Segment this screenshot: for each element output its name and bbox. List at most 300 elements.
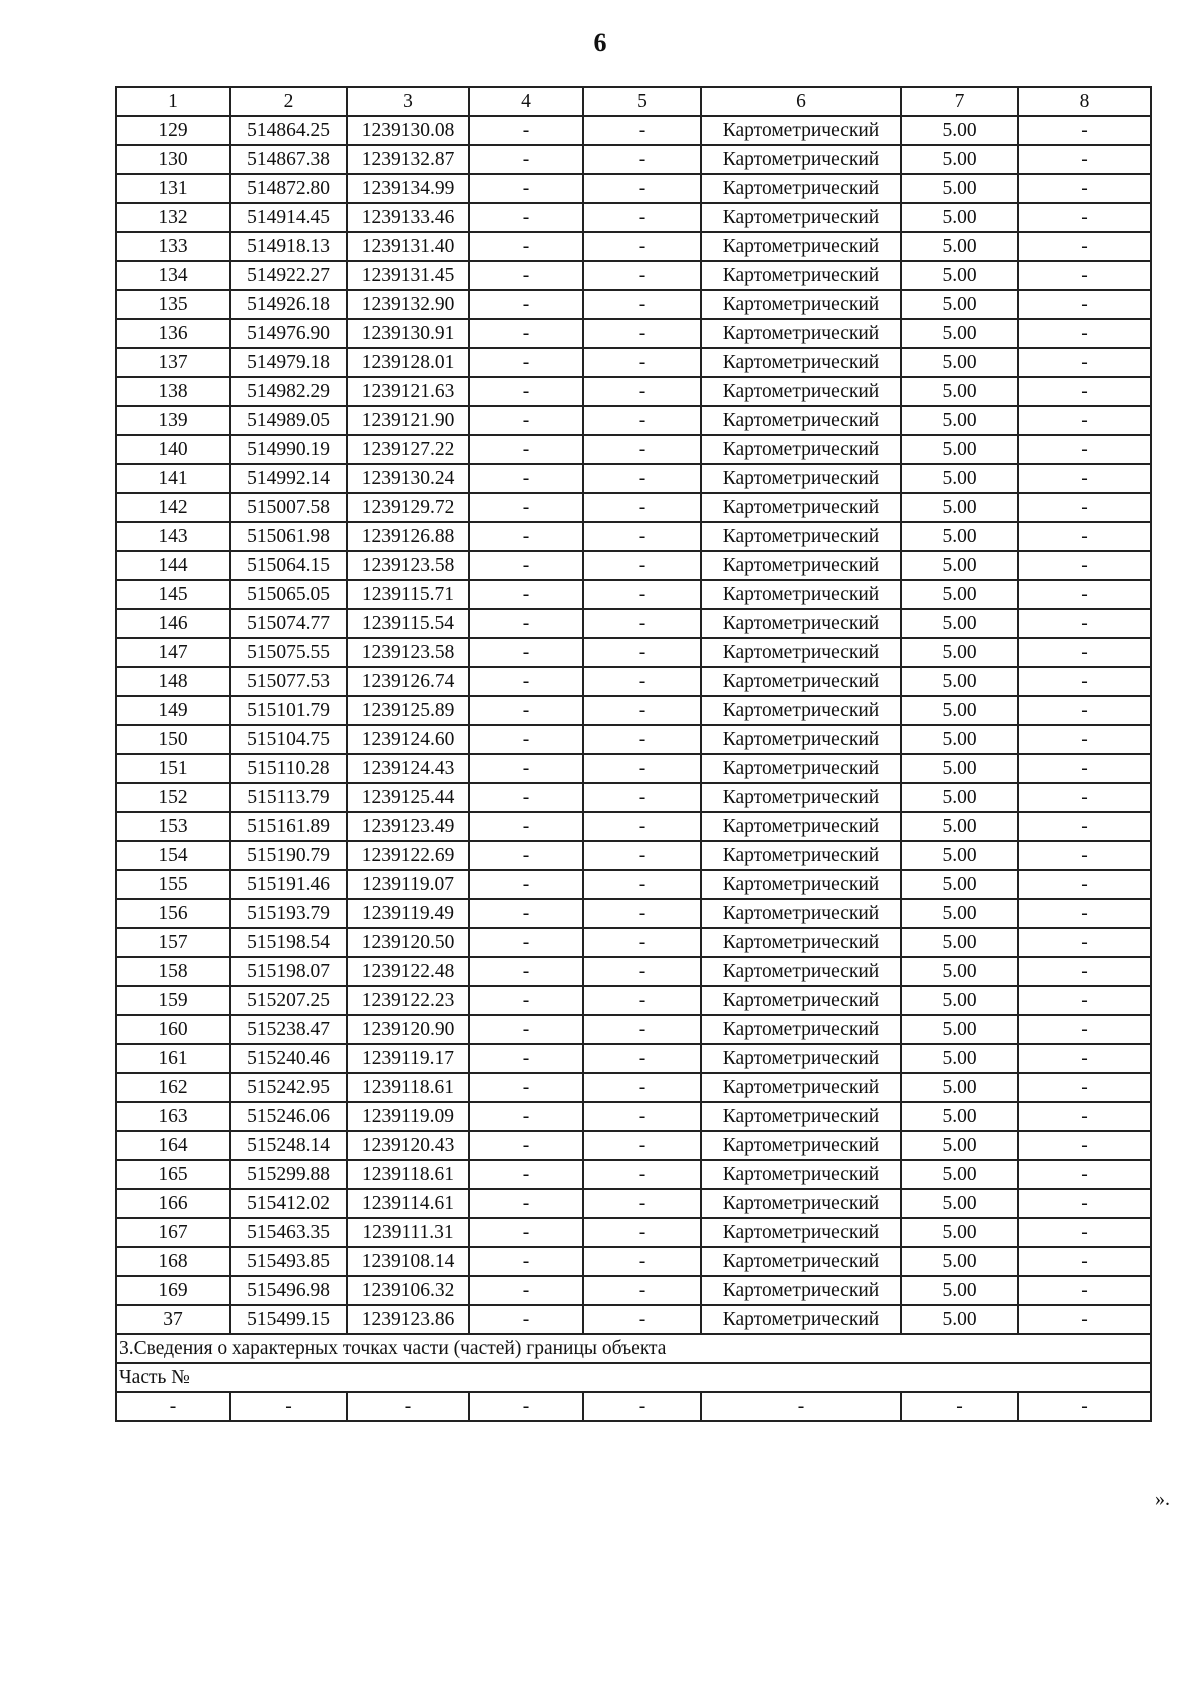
table-cell: - bbox=[469, 725, 583, 754]
table-cell: 5.00 bbox=[901, 957, 1018, 986]
table-cell: 151 bbox=[116, 754, 230, 783]
table-cell: 515104.75 bbox=[230, 725, 347, 754]
table-cell: Картометрический bbox=[701, 696, 901, 725]
table-row bbox=[116, 1015, 1151, 1044]
table-cell: 158 bbox=[116, 957, 230, 986]
table-cell: 515299.88 bbox=[230, 1160, 347, 1189]
table-cell: - bbox=[1018, 1044, 1151, 1073]
table-cell: - bbox=[583, 174, 701, 203]
table-cell: - bbox=[1018, 1131, 1151, 1160]
table-cell: Картометрический bbox=[701, 957, 901, 986]
table-row bbox=[116, 406, 1151, 435]
table-cell: 5.00 bbox=[901, 1131, 1018, 1160]
table-cell: 159 bbox=[116, 986, 230, 1015]
table-cell: 160 bbox=[116, 1015, 230, 1044]
table-cell: - bbox=[1018, 522, 1151, 551]
table-cell: 1239118.61 bbox=[347, 1073, 469, 1102]
table-cell: - bbox=[583, 1073, 701, 1102]
table-cell: 515061.98 bbox=[230, 522, 347, 551]
table-row bbox=[116, 464, 1151, 493]
table-cell: 5.00 bbox=[901, 580, 1018, 609]
table-cell: - bbox=[469, 580, 583, 609]
table-cell: - bbox=[583, 1218, 701, 1247]
table-cell: - bbox=[469, 957, 583, 986]
table-cell: Картометрический bbox=[701, 116, 901, 145]
table-cell: 1239119.07 bbox=[347, 870, 469, 899]
table-cell: Картометрический bbox=[701, 464, 901, 493]
table-cell: 1239131.45 bbox=[347, 261, 469, 290]
table-row bbox=[116, 1247, 1151, 1276]
table-cell: - bbox=[583, 812, 701, 841]
table-cell: Картометрический bbox=[701, 290, 901, 319]
page-number: 6 bbox=[593, 28, 607, 57]
table-cell: - bbox=[469, 754, 583, 783]
table-cell: - bbox=[1018, 435, 1151, 464]
table-cell: 161 bbox=[116, 1044, 230, 1073]
table-cell: - bbox=[1018, 377, 1151, 406]
table-cell: 1239129.72 bbox=[347, 493, 469, 522]
table-cell: - bbox=[1018, 1247, 1151, 1276]
table-cell: 1239132.90 bbox=[347, 290, 469, 319]
table-cell: - bbox=[469, 928, 583, 957]
table-cell: 5.00 bbox=[901, 232, 1018, 261]
table-cell: 142 bbox=[116, 493, 230, 522]
table-cell: - bbox=[469, 1102, 583, 1131]
table-row bbox=[116, 986, 1151, 1015]
table-cell: 514926.18 bbox=[230, 290, 347, 319]
table-row bbox=[116, 377, 1151, 406]
table-cell: 515238.47 bbox=[230, 1015, 347, 1044]
table-row bbox=[116, 1218, 1151, 1247]
table-cell: Картометрический bbox=[701, 1015, 901, 1044]
table-cell: - bbox=[469, 1189, 583, 1218]
table-row bbox=[116, 232, 1151, 261]
table-cell: - bbox=[1018, 957, 1151, 986]
table-cell: - bbox=[583, 638, 701, 667]
table-row bbox=[116, 1073, 1151, 1102]
table-cell: 5.00 bbox=[901, 667, 1018, 696]
table-cell: 1239134.99 bbox=[347, 174, 469, 203]
table-cell: 1239119.49 bbox=[347, 899, 469, 928]
table-cell: - bbox=[116, 1392, 230, 1421]
table-cell: 1239122.23 bbox=[347, 986, 469, 1015]
table-cell: - bbox=[1018, 1015, 1151, 1044]
table-cell: - bbox=[1018, 1102, 1151, 1131]
table-cell: 514990.19 bbox=[230, 435, 347, 464]
table-cell: 5.00 bbox=[901, 638, 1018, 667]
table-cell: - bbox=[469, 116, 583, 145]
table-row bbox=[116, 812, 1151, 841]
table-cell: 1239120.90 bbox=[347, 1015, 469, 1044]
table-cell: 515113.79 bbox=[230, 783, 347, 812]
table-cell: - bbox=[1018, 638, 1151, 667]
table-cell: Картометрический bbox=[701, 783, 901, 812]
part-points-row bbox=[116, 1392, 1151, 1421]
table-cell: - bbox=[583, 261, 701, 290]
part-number-row bbox=[116, 1363, 1151, 1392]
table-cell: Картометрический bbox=[701, 638, 901, 667]
coordinates-table bbox=[115, 86, 1152, 1422]
table-cell: 5.00 bbox=[901, 1189, 1018, 1218]
table-cell: 8 bbox=[1018, 87, 1151, 116]
table-cell: - bbox=[583, 319, 701, 348]
table-cell: 1239123.58 bbox=[347, 551, 469, 580]
table-cell: 515193.79 bbox=[230, 899, 347, 928]
table-cell: Картометрический bbox=[701, 1131, 901, 1160]
table-cell: 162 bbox=[116, 1073, 230, 1102]
table-cell: 5.00 bbox=[901, 435, 1018, 464]
table-cell: - bbox=[583, 1276, 701, 1305]
table-cell: - bbox=[583, 493, 701, 522]
table-cell: Картометрический bbox=[701, 580, 901, 609]
table-row bbox=[116, 116, 1151, 145]
table-cell: 1239130.08 bbox=[347, 116, 469, 145]
section-3-title-cell: 3.Сведения о характерных точках части (частей) границы объекта bbox=[116, 1334, 1151, 1363]
table-cell: 1239123.49 bbox=[347, 812, 469, 841]
table-row bbox=[116, 174, 1151, 203]
table-cell: 7 bbox=[901, 87, 1018, 116]
table-cell: 5.00 bbox=[901, 203, 1018, 232]
table-cell: - bbox=[583, 1102, 701, 1131]
table-cell: 165 bbox=[116, 1160, 230, 1189]
table-cell: 5.00 bbox=[901, 1276, 1018, 1305]
table-cell: 150 bbox=[116, 725, 230, 754]
table-row bbox=[116, 957, 1151, 986]
table-row bbox=[116, 841, 1151, 870]
table-cell: - bbox=[583, 116, 701, 145]
table-cell: 1239132.87 bbox=[347, 145, 469, 174]
table-cell: Картометрический bbox=[701, 899, 901, 928]
table-cell: - bbox=[583, 580, 701, 609]
table-cell: 153 bbox=[116, 812, 230, 841]
table-cell: - bbox=[469, 696, 583, 725]
table-cell: 134 bbox=[116, 261, 230, 290]
table-cell: 514864.25 bbox=[230, 116, 347, 145]
table-cell: 138 bbox=[116, 377, 230, 406]
table-cell: 157 bbox=[116, 928, 230, 957]
table-cell: Картометрический bbox=[701, 667, 901, 696]
table-cell: - bbox=[1018, 812, 1151, 841]
table-cell: - bbox=[583, 551, 701, 580]
table-cell: - bbox=[1018, 928, 1151, 957]
table-row bbox=[116, 435, 1151, 464]
table-cell: 164 bbox=[116, 1131, 230, 1160]
table-cell: 515190.79 bbox=[230, 841, 347, 870]
table-cell: Картометрический bbox=[701, 377, 901, 406]
table-row bbox=[116, 725, 1151, 754]
table-cell: 1239122.69 bbox=[347, 841, 469, 870]
table-cell: - bbox=[469, 551, 583, 580]
table-cell: - bbox=[583, 435, 701, 464]
table-cell: - bbox=[1018, 870, 1151, 899]
table-cell: - bbox=[1018, 319, 1151, 348]
table-cell: 5.00 bbox=[901, 609, 1018, 638]
table-cell: 515077.53 bbox=[230, 667, 347, 696]
table-cell: Картометрический bbox=[701, 1073, 901, 1102]
table-row bbox=[116, 899, 1151, 928]
table-cell: - bbox=[469, 406, 583, 435]
table-cell: 1239124.60 bbox=[347, 725, 469, 754]
part-number-cell: Часть № bbox=[116, 1363, 1151, 1392]
table-cell: - bbox=[469, 522, 583, 551]
table-cell: 515493.85 bbox=[230, 1247, 347, 1276]
table-cell: - bbox=[583, 1015, 701, 1044]
table-cell: 5.00 bbox=[901, 551, 1018, 580]
table-cell: 515074.77 bbox=[230, 609, 347, 638]
table-cell: - bbox=[469, 377, 583, 406]
table-cell: 1239131.40 bbox=[347, 232, 469, 261]
table-cell: 515065.05 bbox=[230, 580, 347, 609]
table-cell: 1239123.58 bbox=[347, 638, 469, 667]
table-row bbox=[116, 609, 1151, 638]
table-cell: 514976.90 bbox=[230, 319, 347, 348]
table-cell: 515496.98 bbox=[230, 1276, 347, 1305]
table-cell: - bbox=[583, 783, 701, 812]
table-cell: - bbox=[583, 1044, 701, 1073]
table-cell: 5.00 bbox=[901, 928, 1018, 957]
table-cell: 5.00 bbox=[901, 1102, 1018, 1131]
table-row bbox=[116, 290, 1151, 319]
table-cell: 1239124.43 bbox=[347, 754, 469, 783]
table-cell: - bbox=[1018, 174, 1151, 203]
table-cell: 5.00 bbox=[901, 1247, 1018, 1276]
table-cell: 1239121.90 bbox=[347, 406, 469, 435]
table-cell: - bbox=[469, 1218, 583, 1247]
table-cell: Картометрический bbox=[701, 145, 901, 174]
table-cell: - bbox=[1018, 725, 1151, 754]
table-cell: - bbox=[583, 203, 701, 232]
table-row bbox=[116, 493, 1151, 522]
table-row bbox=[116, 667, 1151, 696]
table-cell: - bbox=[469, 1044, 583, 1073]
table-cell: 515412.02 bbox=[230, 1189, 347, 1218]
table-cell: Картометрический bbox=[701, 1276, 901, 1305]
table-cell: - bbox=[1018, 667, 1151, 696]
table-cell: 1 bbox=[116, 87, 230, 116]
table-cell: 515007.58 bbox=[230, 493, 347, 522]
table-cell: - bbox=[469, 1247, 583, 1276]
table-cell: Картометрический bbox=[701, 1247, 901, 1276]
table-cell: 6 bbox=[701, 87, 901, 116]
table-cell: - bbox=[469, 319, 583, 348]
table-cell: 5.00 bbox=[901, 116, 1018, 145]
table-cell: 5.00 bbox=[901, 986, 1018, 1015]
table-cell: 5.00 bbox=[901, 870, 1018, 899]
table-cell: - bbox=[469, 783, 583, 812]
table-cell: - bbox=[1018, 1073, 1151, 1102]
table-row bbox=[116, 1102, 1151, 1131]
table-row bbox=[116, 551, 1151, 580]
table-cell: 136 bbox=[116, 319, 230, 348]
table-cell: - bbox=[583, 841, 701, 870]
table-cell: 1239108.14 bbox=[347, 1247, 469, 1276]
table-cell: - bbox=[1018, 1276, 1151, 1305]
table-cell: 154 bbox=[116, 841, 230, 870]
table-cell: 5.00 bbox=[901, 841, 1018, 870]
table-cell: 131 bbox=[116, 174, 230, 203]
table-cell: Картометрический bbox=[701, 261, 901, 290]
table-cell: 515101.79 bbox=[230, 696, 347, 725]
table-cell: 5.00 bbox=[901, 783, 1018, 812]
table-cell: 1239118.61 bbox=[347, 1160, 469, 1189]
table-cell: Картометрический bbox=[701, 725, 901, 754]
table-cell: 5.00 bbox=[901, 261, 1018, 290]
table-row bbox=[116, 522, 1151, 551]
table-cell: - bbox=[1018, 1189, 1151, 1218]
table-cell: - bbox=[469, 1305, 583, 1334]
table-cell: - bbox=[469, 145, 583, 174]
table-cell: - bbox=[583, 1189, 701, 1218]
table-row bbox=[116, 754, 1151, 783]
table-cell: 1239126.74 bbox=[347, 667, 469, 696]
table-cell: - bbox=[1018, 406, 1151, 435]
table-cell: - bbox=[469, 1073, 583, 1102]
table-cell: - bbox=[1018, 1392, 1151, 1421]
table-cell: - bbox=[1018, 261, 1151, 290]
table-row bbox=[116, 696, 1151, 725]
table-cell: - bbox=[583, 1305, 701, 1334]
table-cell: 141 bbox=[116, 464, 230, 493]
table-cell: 515207.25 bbox=[230, 986, 347, 1015]
table-cell: 1239127.22 bbox=[347, 435, 469, 464]
table-cell: 5.00 bbox=[901, 899, 1018, 928]
table-cell: - bbox=[230, 1392, 347, 1421]
table-cell: 515240.46 bbox=[230, 1044, 347, 1073]
table-cell: - bbox=[1018, 493, 1151, 522]
table-cell: 515499.15 bbox=[230, 1305, 347, 1334]
table-row bbox=[116, 319, 1151, 348]
table-cell: - bbox=[583, 725, 701, 754]
table-cell: - bbox=[469, 464, 583, 493]
table-cell: 5.00 bbox=[901, 348, 1018, 377]
table-cell: - bbox=[1018, 1305, 1151, 1334]
table-cell: - bbox=[583, 986, 701, 1015]
table-cell: - bbox=[1018, 464, 1151, 493]
table-cell: 144 bbox=[116, 551, 230, 580]
table-cell: 137 bbox=[116, 348, 230, 377]
table-cell: - bbox=[469, 493, 583, 522]
table-cell: - bbox=[1018, 609, 1151, 638]
table-cell: 514992.14 bbox=[230, 464, 347, 493]
table-cell: 1239115.71 bbox=[347, 580, 469, 609]
table-cell: 5.00 bbox=[901, 696, 1018, 725]
table-cell: 135 bbox=[116, 290, 230, 319]
table-cell: 2 bbox=[230, 87, 347, 116]
table-cell: 1239119.17 bbox=[347, 1044, 469, 1073]
table-cell: 515198.54 bbox=[230, 928, 347, 957]
table-cell: - bbox=[583, 145, 701, 174]
table-cell: 5.00 bbox=[901, 725, 1018, 754]
table-cell: 1239106.32 bbox=[347, 1276, 469, 1305]
table-cell: - bbox=[583, 754, 701, 783]
table-cell: - bbox=[583, 232, 701, 261]
table-cell: - bbox=[469, 1160, 583, 1189]
table-cell: - bbox=[1018, 551, 1151, 580]
table-cell: 515191.46 bbox=[230, 870, 347, 899]
table-cell: Картометрический bbox=[701, 348, 901, 377]
table-cell: - bbox=[469, 609, 583, 638]
table-cell: - bbox=[347, 1392, 469, 1421]
table-cell: Картометрический bbox=[701, 986, 901, 1015]
table-cell: - bbox=[469, 899, 583, 928]
table-cell: 163 bbox=[116, 1102, 230, 1131]
closing-quote-mark: ». bbox=[1155, 1488, 1170, 1510]
table-cell: 515064.15 bbox=[230, 551, 347, 580]
table-cell: - bbox=[469, 1015, 583, 1044]
table-cell: - bbox=[469, 203, 583, 232]
table-cell: 168 bbox=[116, 1247, 230, 1276]
table-cell: 140 bbox=[116, 435, 230, 464]
table-cell: - bbox=[1018, 986, 1151, 1015]
table-cell: - bbox=[469, 348, 583, 377]
table-row bbox=[116, 580, 1151, 609]
table-cell: 514914.45 bbox=[230, 203, 347, 232]
table-row bbox=[116, 1276, 1151, 1305]
table-cell: - bbox=[583, 957, 701, 986]
table-cell: - bbox=[701, 1392, 901, 1421]
table-cell: 1239120.43 bbox=[347, 1131, 469, 1160]
table-cell: 130 bbox=[116, 145, 230, 174]
table-cell: - bbox=[469, 174, 583, 203]
table-cell: Картометрический bbox=[701, 522, 901, 551]
table-cell: Картометрический bbox=[701, 928, 901, 957]
table-cell: - bbox=[469, 232, 583, 261]
table-cell: 4 bbox=[469, 87, 583, 116]
table-cell: 5.00 bbox=[901, 812, 1018, 841]
table-cell: - bbox=[1018, 116, 1151, 145]
table-cell: - bbox=[1018, 899, 1151, 928]
table-cell: 133 bbox=[116, 232, 230, 261]
table-cell: 515161.89 bbox=[230, 812, 347, 841]
table-cell: 5.00 bbox=[901, 290, 1018, 319]
table-cell: 5 bbox=[583, 87, 701, 116]
table-cell: - bbox=[583, 348, 701, 377]
table-cell: 1239133.46 bbox=[347, 203, 469, 232]
table-cell: 139 bbox=[116, 406, 230, 435]
table-cell: - bbox=[1018, 696, 1151, 725]
table-cell: 514918.13 bbox=[230, 232, 347, 261]
table-cell: 514989.05 bbox=[230, 406, 347, 435]
table-cell: 5.00 bbox=[901, 1073, 1018, 1102]
table-cell: 514982.29 bbox=[230, 377, 347, 406]
table-cell: - bbox=[1018, 841, 1151, 870]
table-cell: Картометрический bbox=[701, 812, 901, 841]
table-cell: 5.00 bbox=[901, 319, 1018, 348]
table-row bbox=[116, 870, 1151, 899]
table-cell: Картометрический bbox=[701, 319, 901, 348]
table-cell: 149 bbox=[116, 696, 230, 725]
table-cell: 1239114.61 bbox=[347, 1189, 469, 1218]
table-cell: 1239125.44 bbox=[347, 783, 469, 812]
table-cell: Картометрический bbox=[701, 406, 901, 435]
table-cell: 5.00 bbox=[901, 174, 1018, 203]
table-cell: Картометрический bbox=[701, 1189, 901, 1218]
table-row bbox=[116, 1305, 1151, 1334]
table-cell: 5.00 bbox=[901, 493, 1018, 522]
table-cell: 155 bbox=[116, 870, 230, 899]
table-cell: 1239121.63 bbox=[347, 377, 469, 406]
table-cell: 5.00 bbox=[901, 1044, 1018, 1073]
table-cell: 3 bbox=[347, 87, 469, 116]
table-cell: 514922.27 bbox=[230, 261, 347, 290]
table-cell: Картометрический bbox=[701, 870, 901, 899]
table-row bbox=[116, 203, 1151, 232]
table-cell: 515246.06 bbox=[230, 1102, 347, 1131]
table-cell: - bbox=[469, 435, 583, 464]
table-cell: 166 bbox=[116, 1189, 230, 1218]
table-cell: - bbox=[583, 609, 701, 638]
table-cell: - bbox=[1018, 580, 1151, 609]
